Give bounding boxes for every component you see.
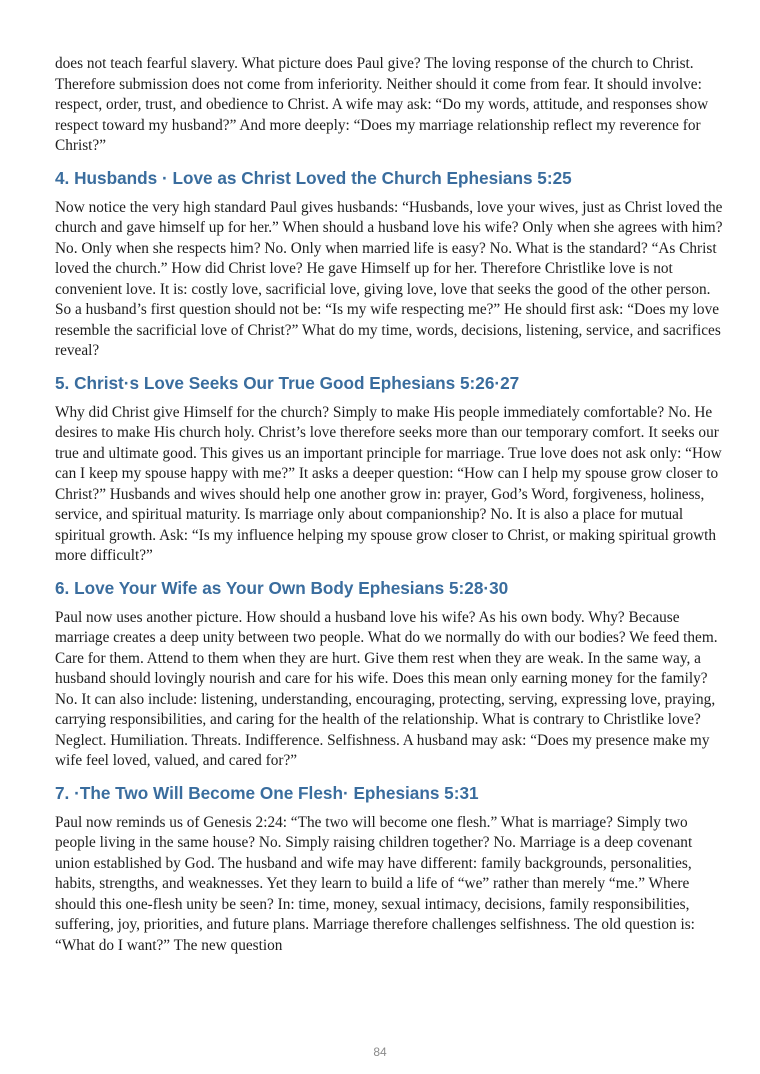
paragraph-husbands-love: Now notice the very high standard Paul gives husbands: “Husbands, love your wives, just as Christ loved the church and gave himself up for her.” When should a husband love his wife? Only when she agrees with him? No. Only when she respects him? No. Only when married life is easy? No. What is the standard? “As Christ loved the church.” How did Christ love? He gave Himself up for her. Therefore Christlike love is not convenient love. It is: costly love, sacrificial love, giving love, love that seeks the good of the other person. So a husband’s first question should not be: “Is my wife respecting me?” He should first ask: “Does my love resemble the sacrificial love of Christ?” What do my time, words, decisions, listening, service, and sacrifices reveal? bbox=[55, 198, 723, 359]
page-number: 84 bbox=[373, 1045, 387, 1059]
paragraph-one-flesh: Paul now reminds us of Genesis 2:24: “The two will become one flesh.” What is marriage? Simply two people living in the same house? No. Simply raising children together? No. Marriage is a deep covenant union established by God. The husband and wife may have different: family backgrounds, personalities, habits, strengths, and weaknesses. Yet they learn to build a life of “we” rather than merely “me.” Where should this one-flesh unity be seen? In: time, money, sexual intimacy, decisions, family responsibilities, suffering, joy, priorities, and future plans. Marriage therefore challenges selfishness. The old question is: “What do I want?” The new question bbox=[55, 813, 695, 954]
paragraph-submission: does not teach fearful slavery. What picture does Paul give? The loving response of the church to Christ. Therefore submission does not come from inferiority. Neither should it come from fear. It should involve: respect, order, trust, and obedience to Christ. A wife may ask: “Do my words, attitude, and responses show respect toward my husband?” And more deeply: “Does my marriage relationship reflect my reverence for Christ?” bbox=[55, 55, 709, 154]
page-content bbox=[55, 54, 723, 956]
paragraph-true-good: Why did Christ give Himself for the church? Simply to make His people immediately comfortable? No. He desires to make His church holy. Christ’s love therefore seeks more than our temporary comfort. It seeks our true and ultimate good. This gives us an important principle for marriage. True love does not ask only: “How can I keep my spouse happy with me?” It asks a deeper question: “How can I help my spouse grow closer to Christ?” Husbands and wives should help one another grow in: prayer, God’s Word, forgiveness, holiness, service, and spiritual maturity. Is marriage only about companionship? No. It is also a place for mutual spiritual growth. Ask: “Is my influence helping my spouse grow closer to Christ, or making spiritual growth more difficult?” bbox=[55, 403, 722, 564]
section-heading-7: 7. ·The Two Will Become One Flesh· Ephesians 5:31 bbox=[55, 782, 479, 803]
section-heading-4: 4. Husbands · Love as Christ Loved the Church Ephesians 5:25 bbox=[55, 167, 572, 188]
paragraph-own-body: Paul now uses another picture. How should a husband love his wife? As his own body. Why? Because marriage creates a deep unity between two people. What do we normally do with our bodies? We feed them. Care for them. Attend to them when they are hurt. Give them rest when they are weak. In the same way, a husband should lovingly nourish and care for his wife. Does this mean only earning money for the family? No. It can also include: listening, understanding, encouraging, protecting, serving, expressing love, praying, carrying responsibilities, and caring for the health of the relationship. What is contrary to Christlike love? Neglect. Humiliation. Threats. Indifference. Selfishness. A husband may ask: “Does my presence make my wife feel loved, valued, and cared for?” bbox=[55, 608, 718, 769]
section-heading-6: 6. Love Your Wife as Your Own Body Ephesians 5:28·30 bbox=[55, 577, 509, 598]
section-heading-5: 5. Christ·s Love Seeks Our True Good Ephesians 5:26·27 bbox=[55, 372, 520, 393]
